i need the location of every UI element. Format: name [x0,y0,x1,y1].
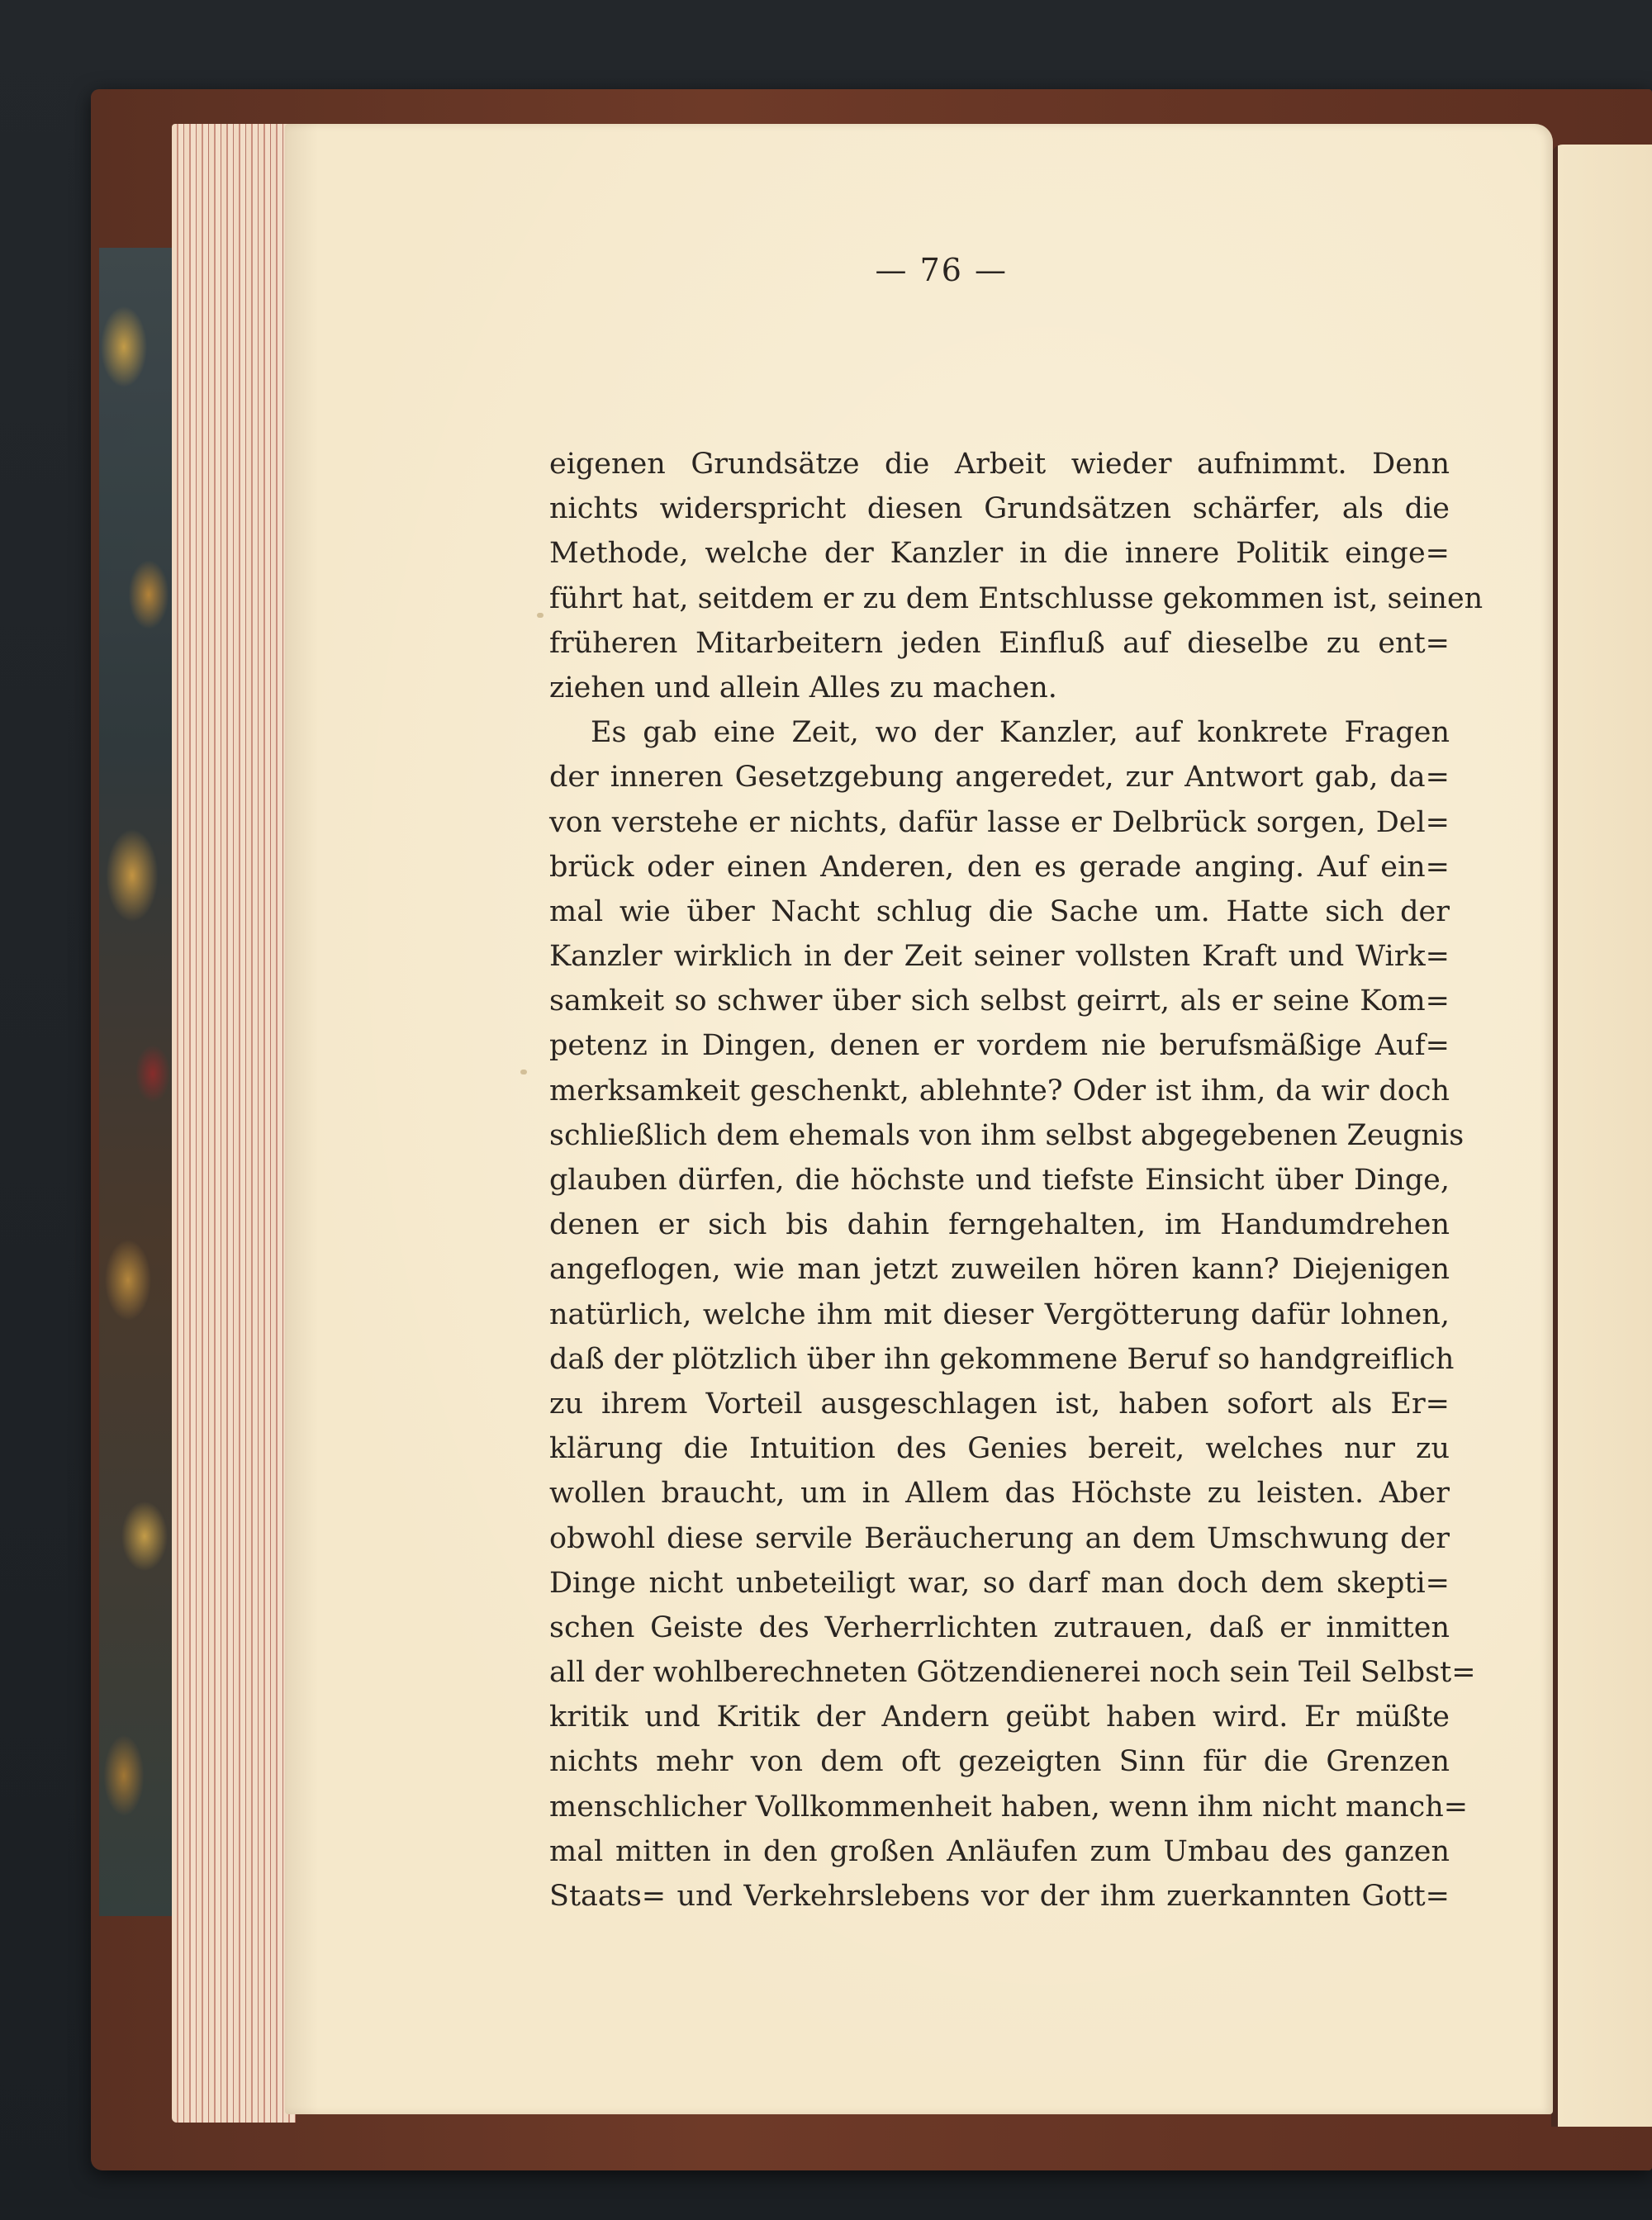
text-line: klärung die Intuition des Genies bereit, welches nur zu [549,1432,1450,1466]
text-line: früheren Mitarbeitern jeden Einfluß auf dieselbe zu ent= [549,626,1450,660]
paper-speck [537,613,544,618]
text-line: führt hat, seitdem er zu dem Entschlusse gekommen ist, seinen [549,581,1483,615]
text-line: nichts widerspricht diesen Grundsätzen schärfer, als die [549,492,1450,526]
text-line: all der wohlberechneten Götzendienerei noch sein Teil Selbst= [549,1656,1476,1690]
text-line: angeflogen, wie man jetzt zuweilen hören kann? Diejenigen [549,1253,1450,1287]
facing-page-edge [1551,145,1652,2127]
text-line: brück oder einen Anderen, den es gerade anging. Auf ein= [549,850,1450,884]
text-line: zu ihrem Vorteil ausgeschlagen ist, haben sofort als Er= [549,1387,1450,1421]
paper-speck [520,1070,527,1074]
page-number: — 76 — [875,252,1008,288]
text-line: mal mitten in den großen Anläufen zum Umbau des ganzen [549,1834,1450,1868]
page-edges [172,124,296,2123]
text-line: glauben dürfen, die höchste und tiefste Einsicht über Dinge, [549,1164,1450,1197]
text-line: obwohl diese servile Beräucherung an dem Umschwung der [549,1521,1450,1555]
text-line: petenz in Dingen, denen er vordem nie berufsmäßige Auf= [549,1029,1450,1063]
text-line: menschlicher Vollkommenheit haben, wenn ihm nicht manch= [549,1790,1469,1824]
text-line: von verstehe er nichts, dafür lasse er Delbrück sorgen, Del= [549,805,1450,839]
text-line: mal wie über Nacht schlug die Sache um. Hatte sich der [549,894,1450,928]
marbled-endpaper [99,248,173,1916]
text-line: Dinge nicht unbeteiligt war, so darf man doch dem skepti= [549,1566,1450,1600]
text-line: natürlich, welche ihm mit dieser Vergötterung dafür lohnen, [549,1297,1450,1331]
text-line: samkeit so schwer über sich selbst geirrt, als er seine Kom= [549,984,1450,1018]
text-line: denen er sich bis dahin ferngehalten, im Handumdrehen [549,1208,1450,1242]
text-line: daß der plötzlich über ihn gekommene Beruf so handgreiflich [549,1342,1455,1376]
text-line: wollen braucht, um in Allem das Höchste zu leisten. Aber [549,1477,1450,1511]
text-line: Es gab eine Zeit, wo der Kanzler, auf konkrete Fragen [591,716,1450,750]
text-line: eigenen Grundsätze die Arbeit wieder aufnimmt. Denn [549,448,1450,481]
text-line: ziehen und allein Alles zu machen. [549,671,1057,704]
text-line: der inneren Gesetzgebung angeredet, zur Antwort gab, da= [549,761,1450,795]
text-line: Methode, welche der Kanzler in die innere Politik einge= [549,537,1450,571]
text-line: Staats= und Verkehrslebens vor der ihm zuerkannten Gott= [549,1880,1450,1913]
text-line: schen Geiste des Verherrlichten zutrauen, daß er inmitten [549,1610,1450,1644]
text-line: merksamkeit geschenkt, ablehnte? Oder ist ihm, da wir doch [549,1074,1450,1108]
text-line: nichts mehr von dem oft gezeigten Sinn für die Grenzen [549,1745,1450,1779]
text-line: Kanzler wirklich in der Zeit seiner vollsten Kraft und Wirk= [549,940,1450,974]
text-line: schließlich dem ehemals von ihm selbst abgegebenen Zeugnis [549,1118,1464,1152]
text-line: kritik und Kritik der Andern geübt haben wird. Er müßte [549,1701,1450,1734]
page-text [549,442,1483,1919]
